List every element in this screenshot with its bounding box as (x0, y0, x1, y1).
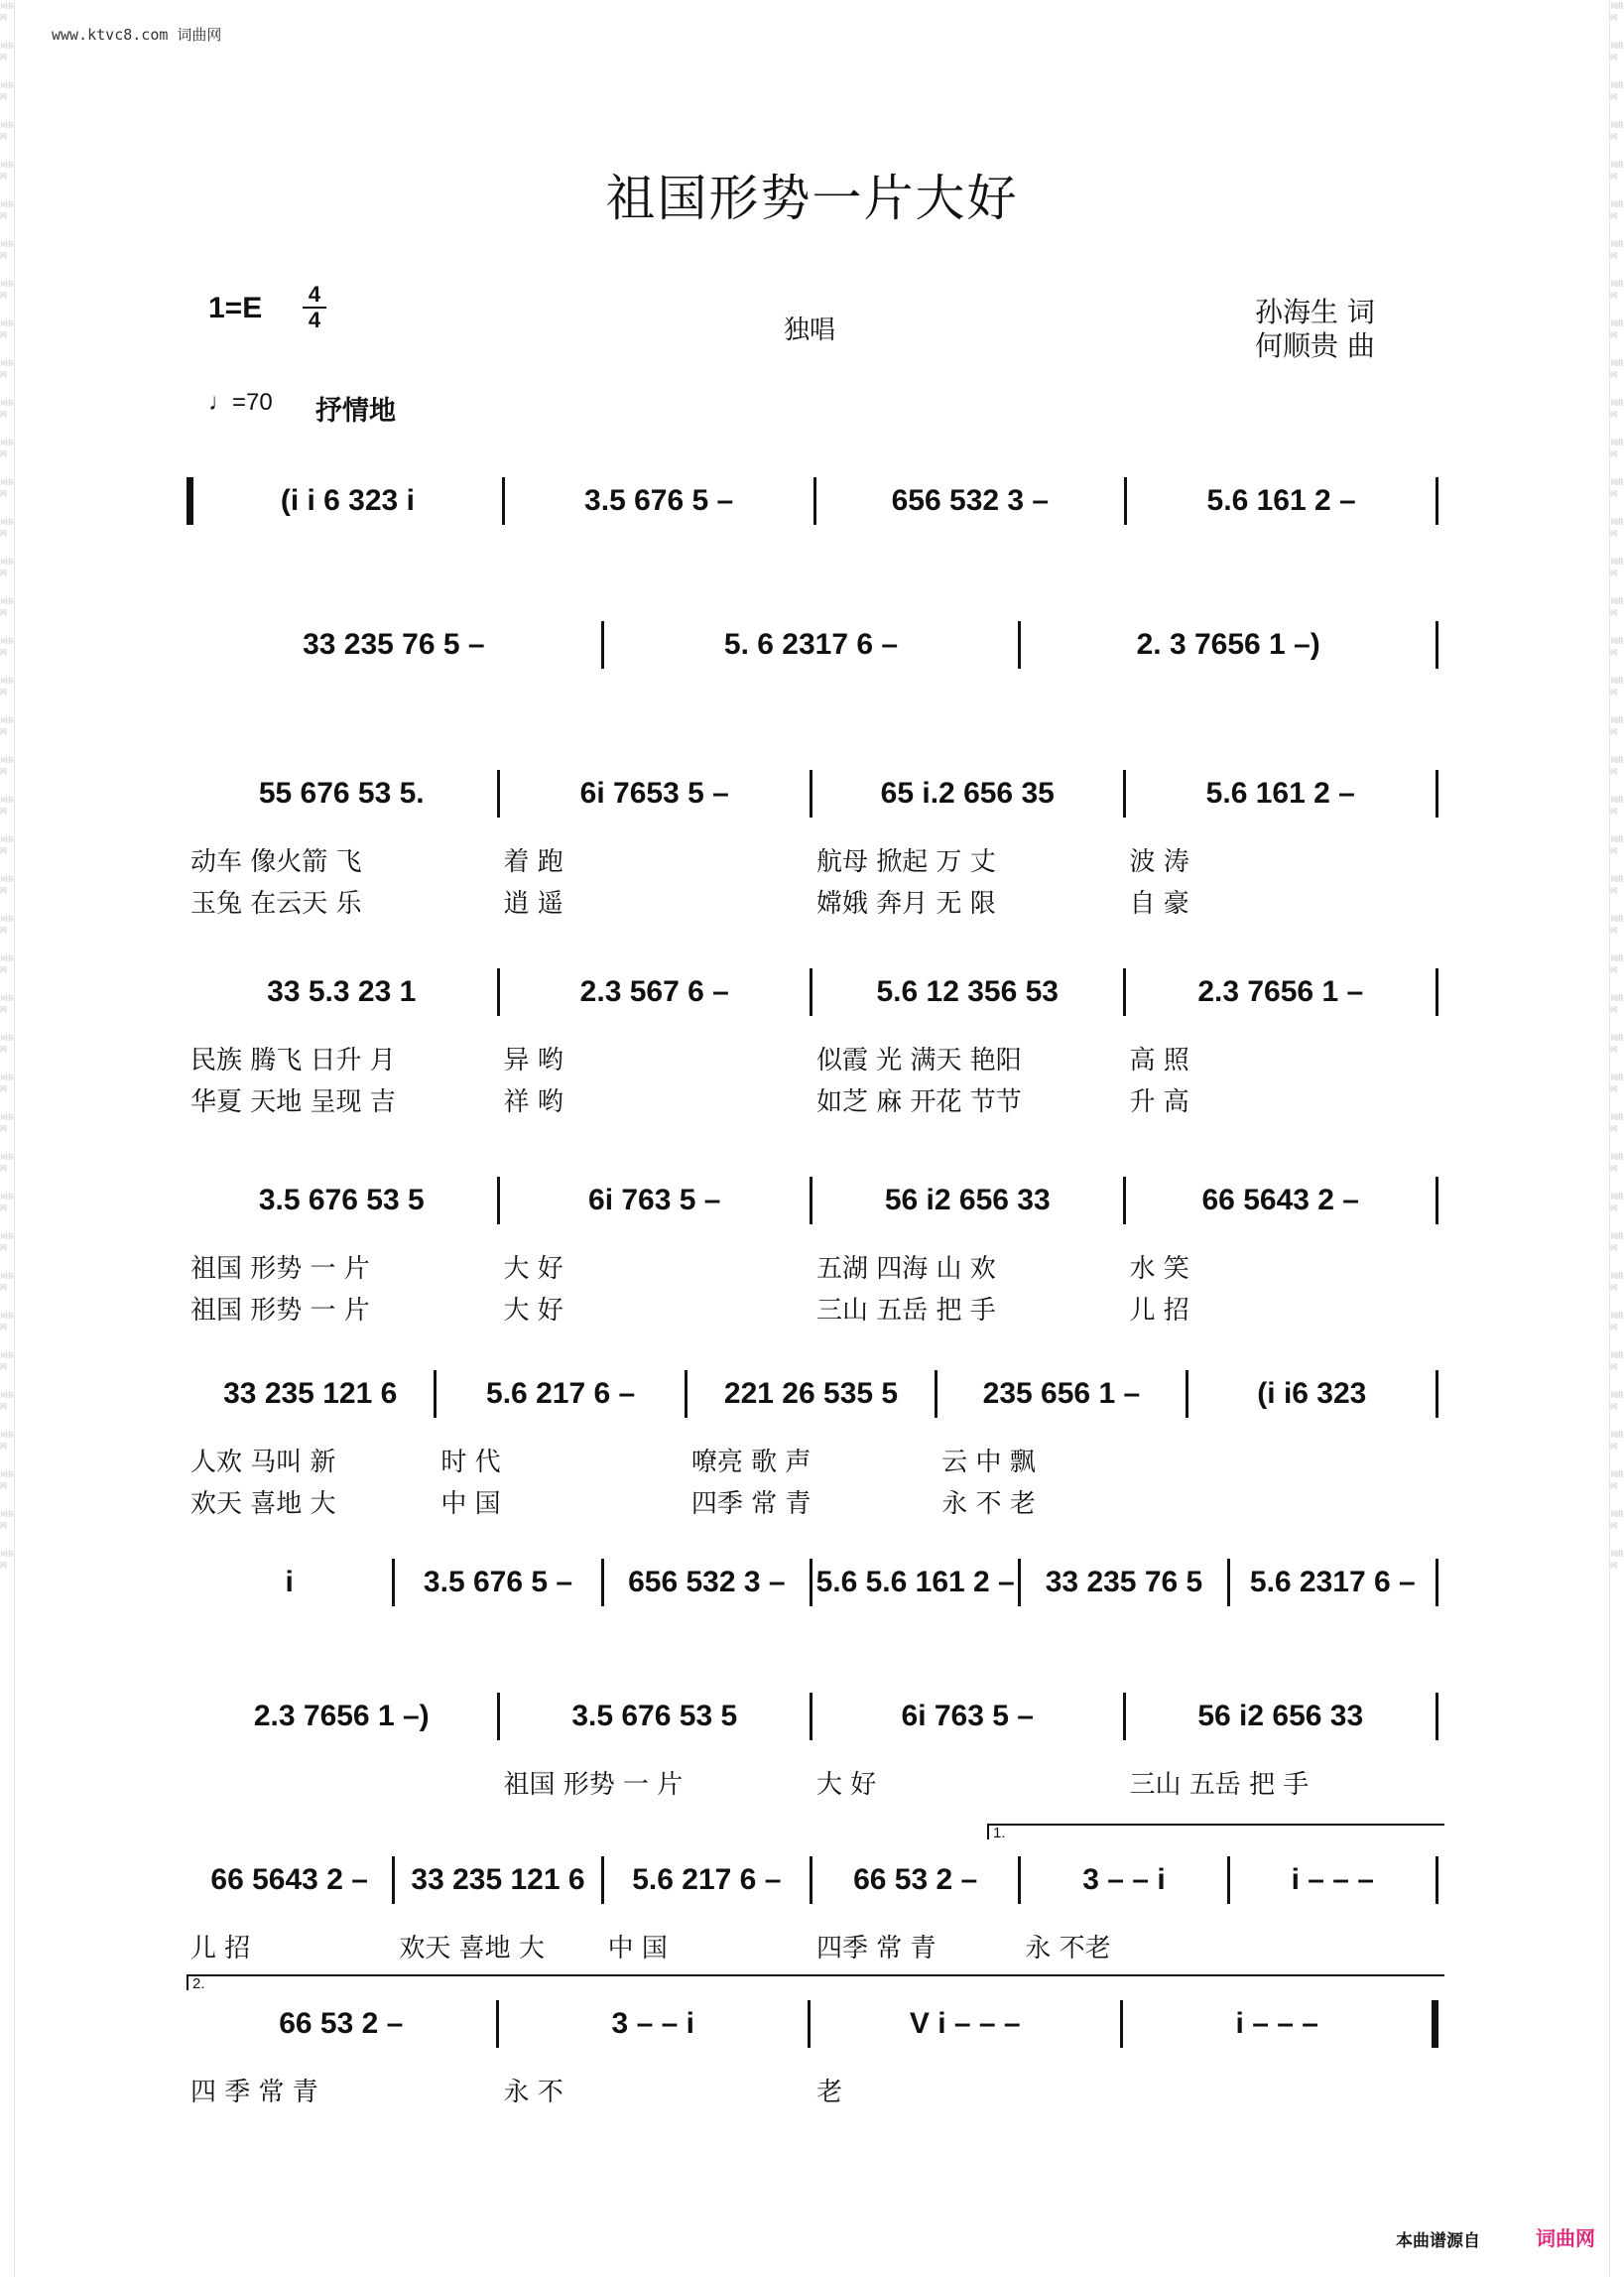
edge-watermark-text: 词曲网 (1610, 478, 1624, 498)
barline (1436, 1177, 1438, 1224)
edge-watermark-text: 词曲网 (1610, 875, 1624, 895)
composer: 何顺贵 曲 (1255, 329, 1375, 362)
edge-watermark-text: 词曲网 (0, 81, 14, 101)
measure: 221 26 535 5 (723, 1377, 899, 1410)
lyrics-line-2 (187, 1081, 1438, 1118)
edge-watermark-text: 词曲网 (1610, 756, 1624, 776)
lyric-segment: 云 中 飘 (941, 1448, 1036, 1477)
edge-watermark-text: 词曲网 (0, 240, 14, 260)
repeat-start-barline (187, 477, 193, 525)
lyric-segment: 欢天 喜地 大 (190, 1489, 336, 1519)
lyric-segment: 五湖 四海 山 欢 (816, 1254, 996, 1284)
edge-watermark-text: 词曲网 (1610, 637, 1624, 657)
lyric-segment: 华夏 天地 呈现 吉 (190, 1087, 396, 1117)
edge-watermark-text: 词曲网 (0, 319, 14, 339)
lyric-segment: 祖国 形势 一 片 (503, 1770, 684, 1800)
lyrics-line-1 (187, 2072, 1438, 2108)
lyric-segment: 人欢 马叫 新 (190, 1448, 336, 1477)
lyric-segment: 动车 像火箭 飞 (190, 847, 362, 877)
edge-watermark-text: 词曲网 (1610, 1351, 1624, 1371)
measure: 3.5 676 5 – (423, 1566, 573, 1598)
edge-watermark-text: 词曲网 (1610, 280, 1624, 300)
edge-watermark-text: 词曲网 (1610, 1550, 1624, 1570)
lyric-segment: 永 不老 (1025, 1934, 1111, 1963)
notation-line (187, 1687, 1438, 1746)
barline (1436, 1856, 1438, 1904)
right-watermark-strip (1609, 0, 1624, 2277)
edge-watermark-text: 词曲网 (0, 677, 14, 696)
edge-watermark-text: 词曲网 (0, 399, 14, 419)
measure: 66 53 2 – (279, 2007, 404, 2040)
lyric-segment: 民族 腾飞 日升 月 (190, 1046, 396, 1075)
lyric-segment: 自 豪 (1129, 889, 1189, 919)
lyric-segment: 着 跑 (503, 847, 563, 877)
measure: 66 53 2 – (853, 1863, 978, 1896)
barline (1436, 477, 1438, 525)
edge-watermark-text: 词曲网 (1610, 200, 1624, 220)
edge-watermark-text: 词曲网 (1610, 1193, 1624, 1212)
measure: 6i 763 5 – (588, 1184, 721, 1216)
meter-top: 4 (308, 282, 321, 307)
edge-watermark-text: 词曲网 (0, 1351, 14, 1371)
lyrics-line-1 (187, 841, 1438, 878)
edge-watermark-text: 词曲网 (1610, 1232, 1624, 1252)
notation-line (187, 1553, 1438, 1612)
edge-watermark-text: 词曲网 (1610, 1470, 1624, 1490)
edge-watermark-text: 词曲网 (0, 200, 14, 220)
lyrics-line-1 (187, 1248, 1438, 1285)
measure: 3.5 676 53 5 (258, 1184, 425, 1216)
lyric-segment: 老 (816, 2078, 843, 2107)
lyric-segment: 四季 常 青 (815, 1934, 937, 1963)
barline (1436, 621, 1438, 669)
edge-watermark-text: 词曲网 (1610, 558, 1624, 577)
lyric-segment: 大 好 (503, 1296, 563, 1326)
credits (1255, 296, 1375, 363)
edge-watermark-text: 词曲网 (1610, 597, 1624, 617)
measure: 66 5643 2 – (1201, 1184, 1359, 1216)
performance-style: 独唱 (784, 316, 836, 345)
measure: 3 – – i (1082, 1863, 1166, 1896)
lyric-segment: 祖国 形势 一 片 (190, 1296, 370, 1326)
lyric-segment: 时 代 (440, 1448, 501, 1477)
measure: 5.6 5.6 161 2 – (815, 1566, 1015, 1598)
edge-watermark-text: 词曲网 (1610, 240, 1624, 260)
measure: 33 235 121 6 (411, 1863, 585, 1896)
edge-watermark-text: 词曲网 (0, 121, 14, 141)
notation-line (187, 1171, 1438, 1230)
edge-watermark-text: 词曲网 (1610, 359, 1624, 379)
edge-watermark-text: 词曲网 (1610, 81, 1624, 101)
lyrics-line-1 (187, 1764, 1438, 1801)
lyric-segment: 嫦娥 奔月 无 限 (816, 889, 996, 919)
measure: 2.3 7656 1 –) (253, 1700, 430, 1732)
notation-line (187, 764, 1438, 823)
barline (1436, 770, 1438, 818)
edge-watermark-text: 词曲网 (0, 756, 14, 776)
edge-watermark-text: 词曲网 (0, 954, 14, 974)
edge-watermark-text: 词曲网 (1610, 1153, 1624, 1173)
lyrics-line-1 (187, 1928, 1438, 1964)
measure: 5.6 161 2 – (1205, 777, 1355, 810)
edge-watermark-text: 词曲网 (0, 1232, 14, 1252)
measure: 5.6 161 2 – (1206, 484, 1356, 517)
song-title: 祖国形势一片大好 (605, 170, 1019, 227)
left-watermark-strip (0, 0, 15, 2277)
lyric-segment (1230, 1928, 1438, 1964)
lyric-segment: 似霞 光 满天 艳阳 (816, 1046, 1022, 1075)
measure: 2.3 7656 1 – (1197, 975, 1364, 1008)
edge-watermark-text: 词曲网 (0, 597, 14, 617)
lyric-segment: 升 高 (1129, 1087, 1189, 1117)
edge-watermark-text: 词曲网 (0, 439, 14, 458)
lyric-segment: 中 国 (607, 1934, 668, 1963)
measure: 5.6 2317 6 – (1249, 1566, 1416, 1598)
lyric-segment (1188, 1442, 1438, 1478)
lyric-segment: 欢天 喜地 大 (399, 1934, 545, 1963)
edge-watermark-text: 词曲网 (0, 1431, 14, 1451)
edge-watermark-text: 词曲网 (1610, 1034, 1624, 1054)
lyrics-line-2 (187, 883, 1438, 920)
edge-watermark-text: 词曲网 (0, 716, 14, 736)
lyric-segment: 大 好 (816, 1770, 877, 1800)
edge-watermark-text: 词曲网 (1610, 716, 1624, 736)
measure: 5.6 217 6 – (632, 1863, 782, 1896)
measure: 56 i2 656 33 (884, 1184, 1051, 1216)
edge-watermark-text: 词曲网 (0, 875, 14, 895)
edge-watermark-text: 词曲网 (1610, 1391, 1624, 1411)
lyric-segment (1188, 1483, 1438, 1520)
edge-watermark-text: 词曲网 (1610, 161, 1624, 181)
measure: 66 5643 2 – (210, 1863, 368, 1896)
site-url[interactable]: www.ktvc8.com 词曲网 (52, 26, 222, 44)
measure: 5.6 217 6 – (486, 1377, 636, 1410)
edge-watermark-text: 词曲网 (0, 994, 14, 1014)
measure: V i – – – (909, 2007, 1021, 2040)
lyrics-line-1 (187, 1442, 1438, 1478)
edge-watermark-text: 词曲网 (1610, 319, 1624, 339)
barline (1436, 1559, 1438, 1606)
lyric-segment: 儿 招 (190, 1934, 251, 1963)
lyric-segment: 逍 遥 (503, 889, 563, 919)
edge-watermark-text: 词曲网 (0, 1153, 14, 1173)
edge-watermark-text: 词曲网 (0, 280, 14, 300)
edge-watermark-text: 词曲网 (1610, 1272, 1624, 1292)
measure: 33 235 76 5 – (303, 628, 485, 661)
measure: 33 235 121 6 (223, 1377, 398, 1410)
edge-watermark-text: 词曲网 (1610, 915, 1624, 935)
lyric-segment: 水 笑 (1129, 1254, 1189, 1284)
lyric-segment: 三山 五岳 把 手 (816, 1296, 996, 1326)
notation-line (187, 1994, 1438, 2054)
measure: i – – – (1235, 2007, 1318, 2040)
meter-bottom: 4 (308, 308, 321, 332)
edge-watermark-text: 词曲网 (1610, 399, 1624, 419)
edge-watermark-text: 词曲网 (0, 637, 14, 657)
edge-watermark-text: 词曲网 (1610, 1074, 1624, 1093)
measure: i – – – (1291, 1863, 1374, 1896)
edge-watermark-text: 词曲网 (0, 2, 14, 22)
edge-watermark-text: 词曲网 (0, 518, 14, 538)
notation-line (187, 1850, 1438, 1910)
lyrics-line-2 (187, 1290, 1438, 1327)
lyric-segment: 永 不 (503, 2078, 563, 2107)
edge-watermark-text: 词曲网 (0, 1113, 14, 1133)
measure: 235 656 1 – (982, 1377, 1141, 1410)
lyric-segment: 四 季 常 青 (190, 2078, 318, 2107)
measure: 55 676 53 5. (258, 777, 425, 810)
final-repeat-barline (1432, 2000, 1438, 2048)
lyric-segment: 永 不 老 (941, 1489, 1036, 1519)
edge-watermark-text: 词曲网 (0, 1550, 14, 1570)
notation-line (187, 615, 1438, 675)
edge-watermark-text: 词曲网 (1610, 677, 1624, 696)
lyric-segment: 高 照 (1129, 1046, 1189, 1075)
measure: 65 i.2 656 35 (880, 777, 1055, 810)
edge-watermark-text: 词曲网 (1610, 1510, 1624, 1530)
time-signature (303, 284, 326, 331)
edge-watermark-text: 词曲网 (0, 1193, 14, 1212)
measure: 2.3 567 6 – (579, 975, 729, 1008)
tempo-marking: ♩=70 (208, 389, 273, 416)
measure: 6i 763 5 – (901, 1700, 1034, 1732)
measure: 3.5 676 5 – (584, 484, 734, 517)
edge-watermark-text: 词曲网 (1610, 42, 1624, 62)
lyrics-line-1 (187, 1040, 1438, 1076)
measure: 3.5 676 53 5 (571, 1700, 738, 1732)
lyric-segment: 三山 五岳 把 手 (1129, 1770, 1310, 1800)
lyric-segment: 大 好 (503, 1254, 563, 1284)
edge-watermark-text: 词曲网 (0, 42, 14, 62)
edge-watermark-text: 词曲网 (0, 796, 14, 816)
lyric-segment: 嘹亮 歌 声 (690, 1448, 812, 1477)
notation-line (187, 471, 1438, 531)
edge-watermark-text: 词曲网 (1610, 2, 1624, 22)
measure: i (285, 1566, 294, 1598)
barline (1436, 1693, 1438, 1740)
lyrics-line-2 (187, 1483, 1438, 1520)
edge-watermark-text: 词曲网 (1610, 796, 1624, 816)
edge-watermark-text: 词曲网 (0, 1312, 14, 1331)
measure: 56 i2 656 33 (1197, 1700, 1364, 1732)
lyric-segment: 航母 掀起 万 丈 (816, 847, 996, 877)
edge-watermark-text: 词曲网 (1610, 121, 1624, 141)
edge-watermark-text: 词曲网 (0, 558, 14, 577)
notation-line (187, 962, 1438, 1022)
lyric-segment (1126, 2072, 1439, 2108)
measure: 2. 3 7656 1 –) (1136, 628, 1320, 661)
measure: 33 5.3 23 1 (267, 975, 417, 1008)
measure: 656 532 3 – (891, 484, 1050, 517)
footer-source-text: 本曲谱源自 (1396, 2231, 1480, 2251)
lyric-segment: 如芝 麻 开花 节节 (816, 1087, 1022, 1117)
edge-watermark-text: 词曲网 (0, 1391, 14, 1411)
edge-watermark-text: 词曲网 (1610, 835, 1624, 855)
notation-line (187, 1364, 1438, 1424)
lyric-segment: 异 哟 (503, 1046, 563, 1075)
edge-watermark-text: 词曲网 (0, 1074, 14, 1093)
edge-watermark-text: 词曲网 (0, 1470, 14, 1490)
edge-watermark-text: 词曲网 (0, 1272, 14, 1292)
edge-watermark-text: 词曲网 (1610, 439, 1624, 458)
measure: 656 532 3 – (628, 1566, 786, 1598)
edge-watermark-text: 词曲网 (0, 835, 14, 855)
edge-watermark-text: 词曲网 (1610, 1431, 1624, 1451)
volta-1: 1. (987, 1824, 1444, 1839)
lyric-segment (187, 1764, 500, 1801)
measure: (i i 6 323 i (280, 484, 415, 517)
lyric-segment: 玉兔 在云天 乐 (190, 889, 362, 919)
measure: 6i 7653 5 – (579, 777, 729, 810)
measure: 33 235 76 5 (1045, 1566, 1203, 1598)
lyric-segment: 儿 招 (1129, 1296, 1189, 1326)
measure: (i i6 323 (1257, 1377, 1367, 1410)
lyric-segment: 波 涛 (1129, 847, 1189, 877)
lyric-segment: 祖国 形势 一 片 (190, 1254, 370, 1284)
volta-2: 2. (187, 1974, 1444, 1990)
barline (1436, 968, 1438, 1016)
edge-watermark-text: 词曲网 (0, 161, 14, 181)
measure: 3 – – i (611, 2007, 694, 2040)
edge-watermark-text: 词曲网 (0, 915, 14, 935)
edge-watermark-text: 词曲网 (0, 1510, 14, 1530)
edge-watermark-text: 词曲网 (0, 1034, 14, 1054)
measure: 5.6 12 356 53 (876, 975, 1059, 1008)
edge-watermark-text: 词曲网 (0, 359, 14, 379)
measure: 5. 6 2317 6 – (723, 628, 899, 661)
edge-watermark-text: 词曲网 (0, 478, 14, 498)
edge-watermark-text: 词曲网 (1610, 954, 1624, 974)
edge-watermark-text: 词曲网 (1610, 1113, 1624, 1133)
lyric-segment: 中 国 (440, 1489, 501, 1519)
expression-marking: 抒情地 (315, 396, 396, 427)
barline (1436, 1370, 1438, 1418)
lyricist: 孙海生 词 (1255, 296, 1375, 328)
lyric-segment: 祥 哟 (503, 1087, 563, 1117)
lyric-segment: 四季 常 青 (690, 1489, 812, 1519)
edge-watermark-text: 词曲网 (1610, 1312, 1624, 1331)
key-signature: 1=E (208, 292, 263, 324)
footer-site-logo[interactable]: 词曲网 (1536, 2226, 1595, 2250)
edge-watermark-text: 词曲网 (1610, 518, 1624, 538)
edge-watermark-text: 词曲网 (1610, 994, 1624, 1014)
